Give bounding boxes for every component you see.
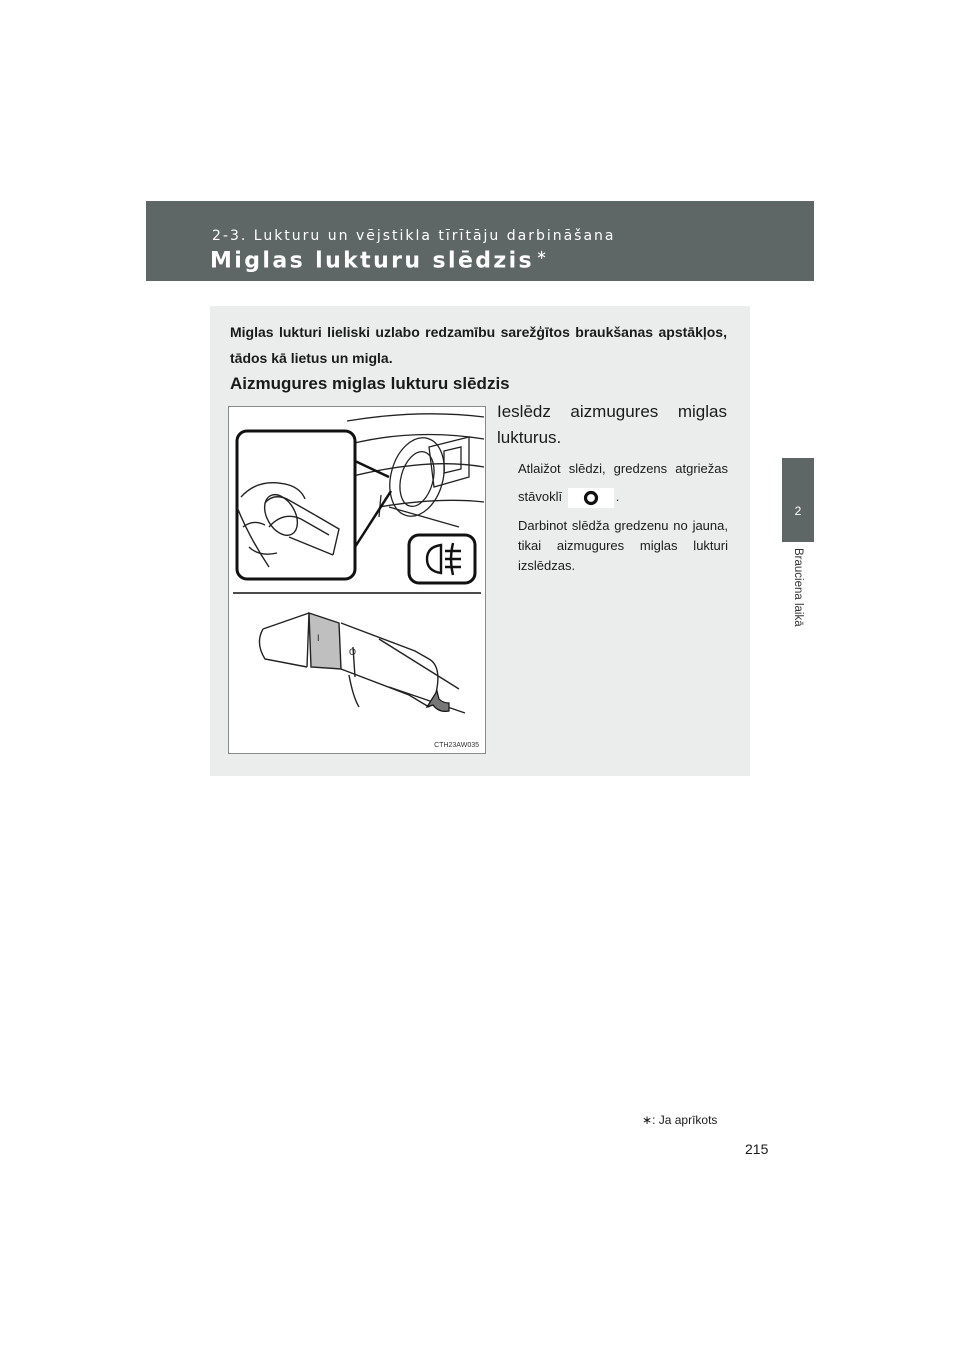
intro-text: Miglas lukturi lieliski uzlabo redzamību sarežģītos braukšanas apstākļos, tādos kā lietus un migla. (230, 324, 727, 366)
footnote-text: : Ja aprīkots (652, 1113, 718, 1127)
subheading: Aizmugures miglas lukturu slēdzis (230, 374, 510, 393)
release-note-end: . (615, 489, 620, 504)
svg-text:I: I (317, 633, 320, 643)
footnote-mark: ∗ (642, 1113, 653, 1127)
footnote (642, 1113, 717, 1127)
repeat-note: Darbinot slēdža gredzenu no jauna, tikai aizmugures miglas lukturi izslēdzas. (518, 518, 728, 573)
switch-drawing (229, 407, 485, 753)
page-title (210, 248, 549, 273)
ring-position-icon (568, 488, 614, 508)
chapter-number: 2 (794, 504, 802, 518)
page-title-text: Miglas lukturu slēdzis (210, 248, 535, 274)
section-title: 2-3. Lukturu un vējstikla tīrītāju darbināšana (212, 228, 616, 244)
switch-illustration (228, 406, 486, 754)
svg-text:O: O (349, 647, 357, 657)
release-note (518, 455, 728, 511)
chapter-tab (782, 458, 814, 542)
content-box (210, 306, 750, 776)
chapter-label: Brauciena laikā (792, 548, 804, 627)
equipment-mark: ∗ (536, 248, 550, 263)
rotate-up-arrow-icon (427, 691, 449, 711)
main-instruction: Ieslēdz aizmugures miglas lukturus. (497, 402, 727, 447)
release-note-text: Atlaižot slēdzi, gredzens atgriežas stāvoklī (518, 461, 728, 504)
chapter-header (146, 201, 814, 281)
figure-code: CTH23AW035 (434, 742, 479, 749)
page-number: 215 (745, 1141, 769, 1157)
